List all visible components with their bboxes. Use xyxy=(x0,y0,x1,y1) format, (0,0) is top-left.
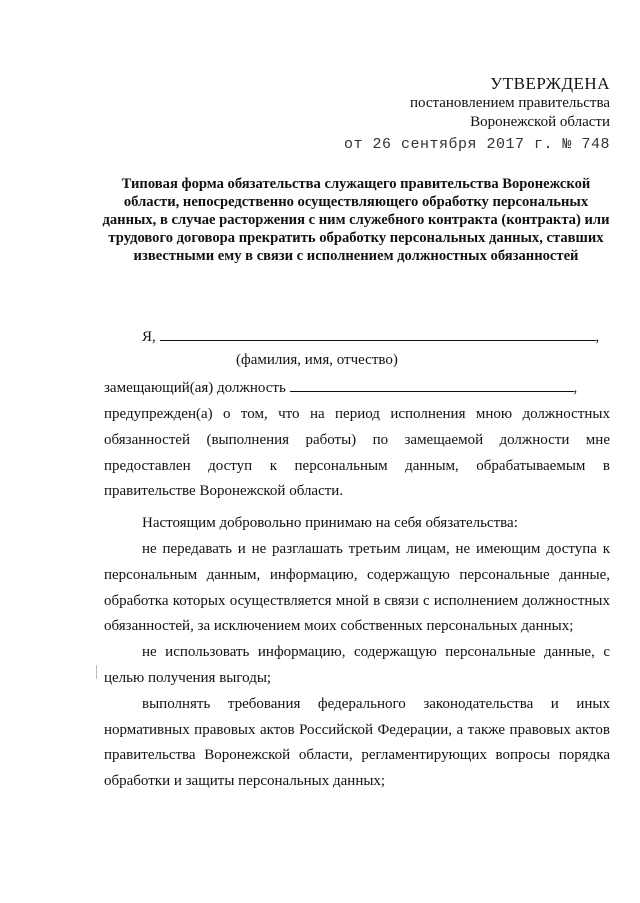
approval-line-1: постановлением правительства xyxy=(409,95,610,111)
name-row xyxy=(142,326,599,346)
position-row xyxy=(104,377,577,397)
approval-block xyxy=(310,74,610,153)
name-caption: (фамилия, имя, отчество) xyxy=(236,352,398,368)
paragraph-obligation-1: не передавать и не разглашать третьим лицам, не имеющим доступа к персональным данным, информацию, содержащую персональные данные, обработка которых осуществляется мной в связи с исполнением должностных обязанностей, за исключением моих собственных персональных данных; xyxy=(104,540,610,635)
name-fill-line[interactable] xyxy=(160,326,596,341)
position-comma: , xyxy=(573,380,578,396)
scan-artifact xyxy=(96,665,97,679)
position-fill-line[interactable] xyxy=(290,377,574,392)
paragraph-obligation-2: не использовать информацию, содержащую персональные данные, с целью получения выгоды; xyxy=(104,644,610,686)
position-label: замещающий(ая) должность xyxy=(104,380,286,396)
document-heading: Типовая форма обязательства служащего правительства Воронежской области, непосредственно осуществляющего обработку персональных данных, в случае расторжения с ним служебного контракта (контракта) или трудового договора прекратить обработку персональных данных, ставших известными ему в связи с исполнением должностных обязанностей xyxy=(102,176,610,264)
paragraph-obligations-intro: Настоящим добровольно принимаю на себя обязательства: xyxy=(142,515,518,532)
name-comma: , xyxy=(595,329,600,345)
paragraph-warning: предупрежден(а) о том, что на период исполнения мною должностных обязанностей (выполнения работы) по замещаемой должности мне предоставлен доступ к персональным данным, обрабатываемым в правительстве Воронежской области. xyxy=(104,406,610,500)
approval-title: УТВЕРЖДЕНА xyxy=(490,74,610,93)
i-label: Я, xyxy=(142,329,156,345)
body-text xyxy=(104,402,610,795)
approval-date-stamp: от 26 сентября 2017 г. № 748 xyxy=(343,136,610,153)
paragraph-obligation-3: выполнять требования федерального законодательства и иных нормативных правовых актов Российской Федерации, а также правовых актов правительства Воронежской области, регламентирующих вопросы порядка обработки и защиты персональных данных; xyxy=(104,695,610,790)
approval-line-2: Воронежской области xyxy=(470,114,610,130)
